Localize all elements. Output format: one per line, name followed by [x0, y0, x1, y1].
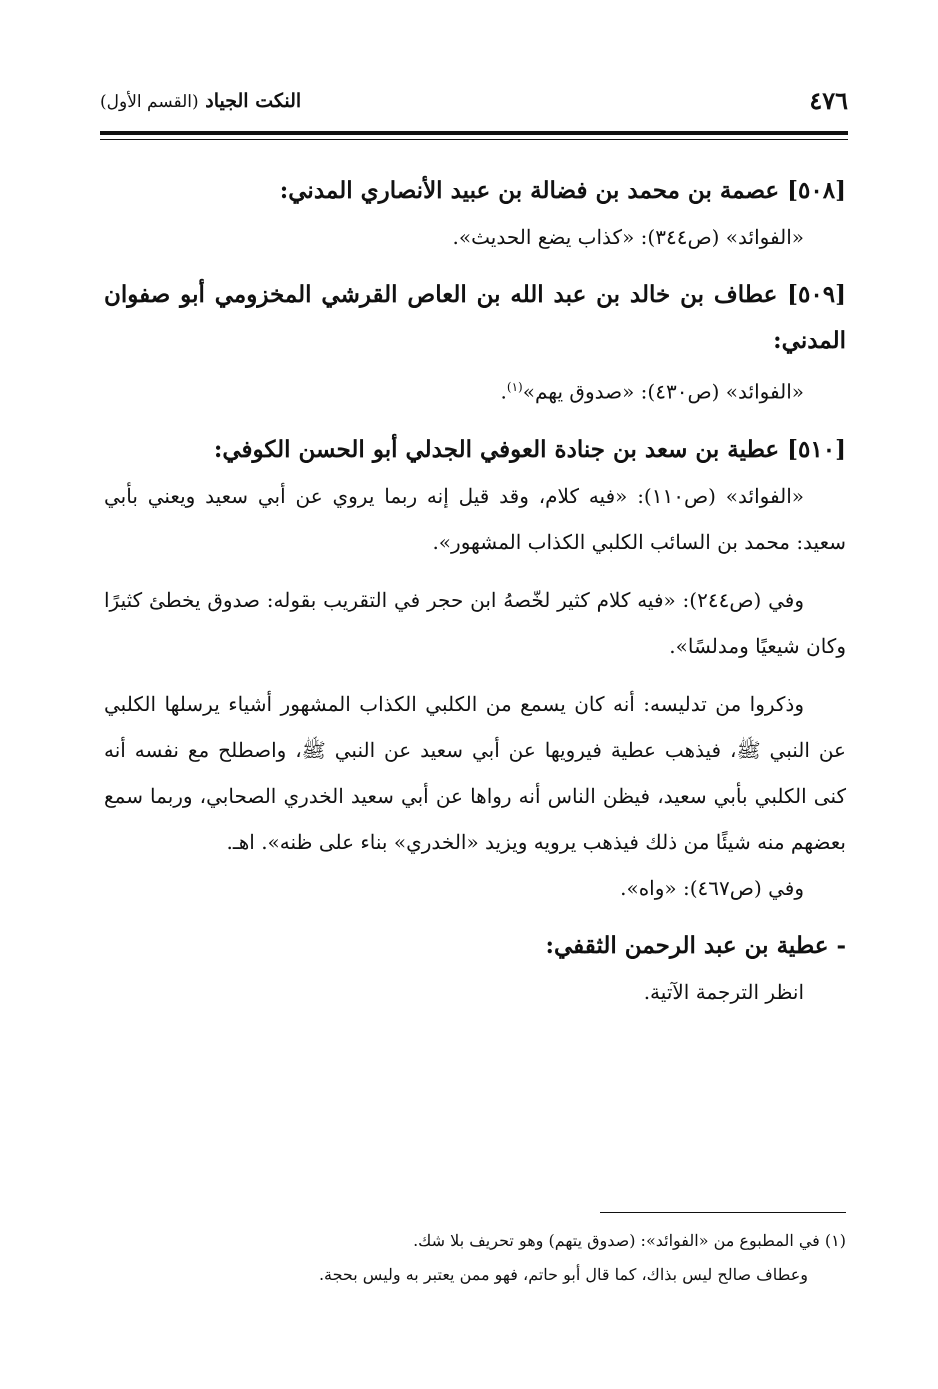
footnote-marker: (١) [506, 380, 523, 394]
entry-ref-510-2: وفي (ص٢٤٤): «فيه كلام كثير لخّصهُ ابن حجر في التقريب بقوله: صدوق يخطئ كثيرًا وكان شيعيًا ومدلسًا». [104, 587, 846, 658]
page-number: ٤٧٦ [809, 86, 848, 115]
entry-title-511: - عطية بن عبد الرحمن الثقفي: [545, 931, 846, 959]
running-title [100, 90, 301, 112]
entry-ref-510-4: وفي (ص٤٦٧): «واه». [620, 875, 804, 900]
footnotes [104, 1224, 846, 1292]
entry-title-510: [٥١٠] عطية بن سعد بن جنادة العوفي الجدلي أبو الحسن الكوفي: [213, 435, 846, 463]
entry-ref-509-end: . [500, 379, 507, 404]
entry-ref-508: «الفوائد» (ص٣٤٤): «كذاب يضع الحديث». [452, 225, 804, 249]
entry-ref-509-text: «الفوائد» (ص٤٣٠): «صدوق يهم» [522, 379, 804, 404]
entry-title-509: [٥٠٩] عطاف بن خالد بن عبد الله بن العاص القرشي المخزومي أبو صفوان المدني: [104, 281, 846, 354]
section-label: (القسم الأول) [100, 92, 199, 112]
entry-title-508: [٥٠٨] عصمة بن محمد بن فضالة بن عبيد الأنصاري المدني: [279, 177, 846, 204]
entry-ref-511: انظر الترجمة الآتية. [643, 979, 804, 1004]
page-header [100, 86, 848, 126]
entry-ref-510-3: وذكروا من تدليسه: أنه كان يسمع من الكلبي الكذاب المشهور أشياء يرسلها الكلبي عن النبي ﷺ، فيذهب عطية فيرويها عن أبي سعيد عن النبي ﷺ، واصطلح مع نفسه أنه كنى الكلبي بأبي سعيد، فيظن الناس أنه رواها عن أبي سعيد الخدري الصحابي، وربما سمع بعضهم منه شيئًا من ذلك فيذهب يرويه ويزيد «الخدري» بناء على ظنه». اهـ. [104, 691, 846, 854]
entry-ref-509 [104, 364, 846, 415]
footnote-1: (١) في المطبوع من «الفوائد»: (صدوق يتهم) وهو تحريف بلا شك. [413, 1231, 846, 1250]
footnote-1-continued: وعطاف صالح ليس بذاك، كما قال أبو حاتم، فهو ممن يعتبر به وليس بحجة. [318, 1265, 808, 1284]
book-title: النكت الجياد [205, 90, 302, 112]
entry-ref-510-1: «الفوائد» (ص١١٠): «فيه كلام، وقد قيل إنه ربما يروي عن أبي سعيد ويعني بأبي سعيد: محمد بن السائب الكلبي الكذاب المشهور». [104, 483, 846, 554]
footnote-rule [600, 1212, 846, 1213]
page-body [104, 168, 846, 1015]
header-rule-thick [100, 131, 848, 135]
header-rule-thin [100, 139, 848, 140]
